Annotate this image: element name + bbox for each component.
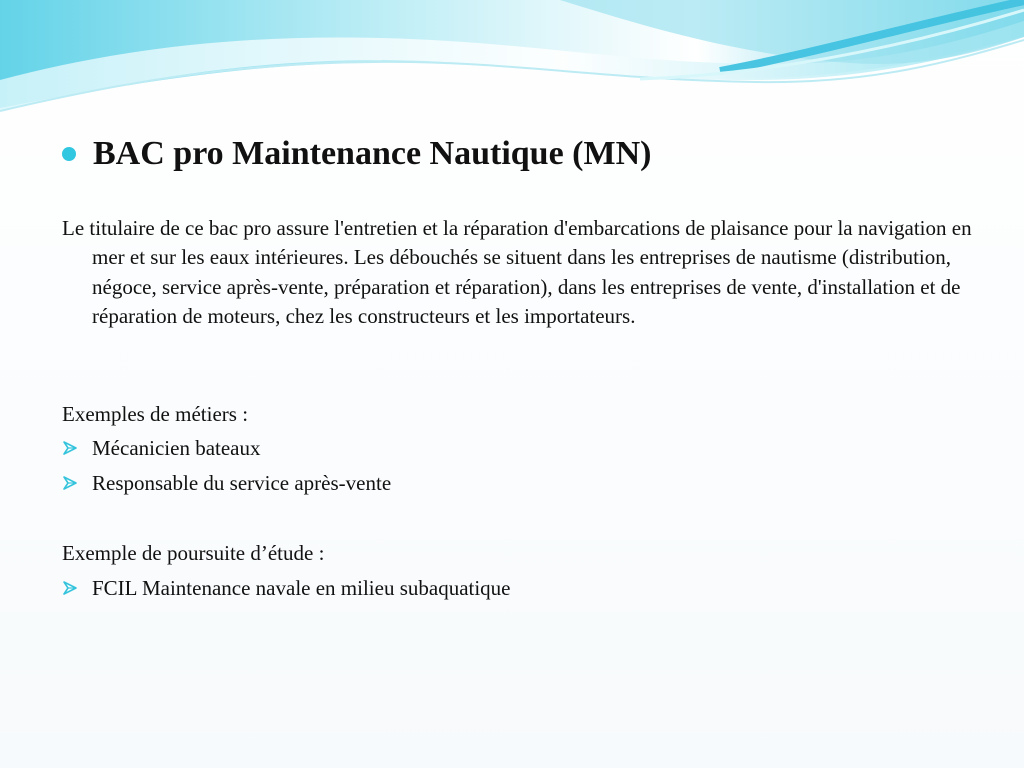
- arrow-bullet-icon: [62, 440, 78, 456]
- study-section-label: Exemple de poursuite d’étude :: [62, 541, 325, 565]
- arrow-bullet-icon: [62, 580, 78, 596]
- study-list-item: [62, 574, 511, 609]
- study-list-text: FCIL Maintenance navale en milieu subaquatique: [92, 576, 511, 600]
- slide-title: BAC pro Maintenance Nautique (MN): [93, 135, 652, 172]
- jobs-section-label: Exemples de métiers :: [62, 402, 249, 426]
- program-description: Le titulaire de ce bac pro assure l'entretien et la réparation d'embarcations de plaisance pour la navigation en mer et sur les eaux intérieures. Les débouchés se situent dans les entreprises de nautisme (distribution, négoce, service après-vente, préparation et réparation), dans les entreprises de vente, d'installation et de réparation de moteurs, chez les constructeurs et les importateurs.: [62, 216, 972, 329]
- job-list-item: [62, 469, 391, 504]
- decorative-wave-header: [0, 0, 1024, 130]
- job-list-item: [62, 434, 391, 469]
- title-row: [62, 133, 651, 175]
- study-list: [62, 574, 511, 609]
- title-bullet-icon: [62, 147, 76, 161]
- arrow-bullet-icon: [62, 475, 78, 491]
- job-list-text: Mécanicien bateaux: [92, 436, 261, 460]
- jobs-list: [62, 434, 391, 504]
- job-list-text: Responsable du service après-vente: [92, 471, 392, 495]
